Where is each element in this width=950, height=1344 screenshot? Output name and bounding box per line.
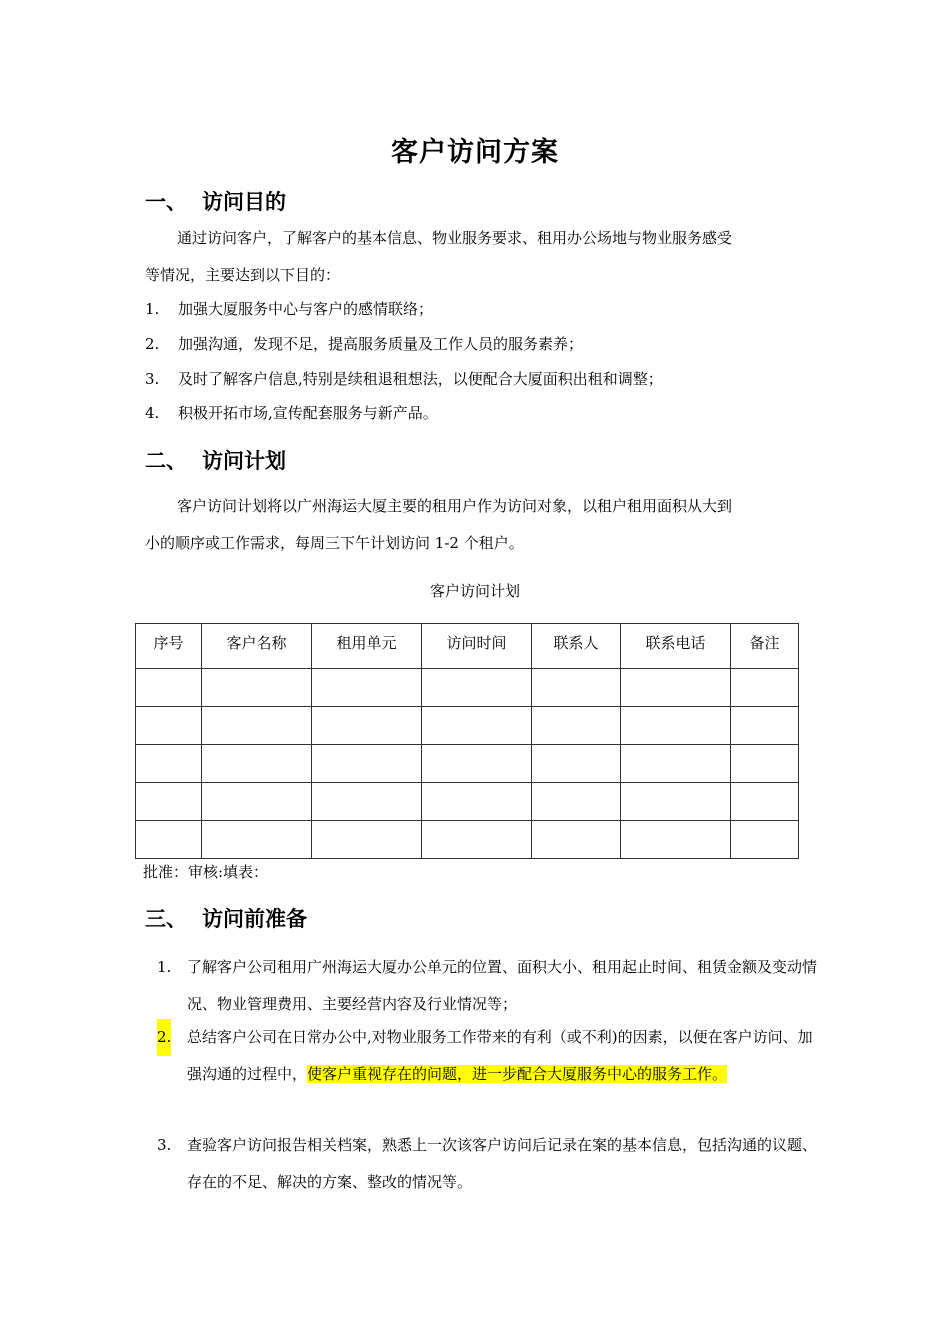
- list-item-highlighted: [157, 1019, 817, 1093]
- approval-line: 批准：审核:填表：: [143, 863, 269, 881]
- table-cell: [136, 745, 202, 783]
- table-cell: [202, 707, 312, 745]
- list-number: 3.: [145, 370, 160, 388]
- list-text: 总结客户公司在日常办公中,对物业服务工作带来的有利（或不利)的因素，以便在客户访问、加强沟通的过程中，: [187, 1028, 813, 1083]
- table-cell: [312, 745, 422, 783]
- list-item: [145, 402, 438, 423]
- visit-plan-table: [135, 623, 799, 859]
- table-cell: [422, 707, 532, 745]
- table-cell: [202, 669, 312, 707]
- intro-line: 通过访问客户，了解客户的基本信息、物业服务要求、租用办公场地与物业服务感受: [177, 229, 733, 247]
- table-cell: [422, 821, 532, 859]
- table-cell: [532, 707, 621, 745]
- table-cell: [422, 669, 532, 707]
- table-cell: [532, 669, 621, 707]
- table-cell: [136, 821, 202, 859]
- list-text: 积极开拓市场,宣传配套服务与新产品。: [178, 404, 438, 422]
- list-text: 了解客户公司租用广州海运大厦办公单元的位置、面积大小、租用起止时间、租赁金额及变动情况、物业管理费用、主要经营内容及行业情况等；: [187, 958, 818, 1013]
- purpose-intro: [145, 220, 810, 294]
- table-cell: [136, 783, 202, 821]
- highlighted-text: 使客户重视存在的问题，进一步配合大厦服务中心的服务工作。: [307, 1065, 728, 1083]
- page-title: 客户访问方案: [391, 137, 559, 168]
- list-text: 加强大厦服务中心与客户的感情联络；: [178, 300, 434, 318]
- column-header: 访问时间: [422, 624, 532, 669]
- table-cell: [422, 783, 532, 821]
- section-number: 一、: [145, 190, 187, 214]
- table-cell: [532, 783, 621, 821]
- column-header: 联系电话: [621, 624, 731, 669]
- list-text: 加强沟通，发现不足，提高服务质量及工作人员的服务素养；: [178, 335, 584, 353]
- list-number: 2.: [157, 1019, 171, 1056]
- table-cell: [621, 783, 731, 821]
- intro-line: 等情况，主要达到以下目的：: [145, 266, 341, 284]
- table-cell: [731, 821, 799, 859]
- table-cell: [312, 707, 422, 745]
- column-header: 序号: [136, 624, 202, 669]
- list-number: 4.: [145, 404, 160, 422]
- table-cell: [621, 745, 731, 783]
- list-item: [157, 1127, 817, 1201]
- section-number: 二、: [145, 449, 187, 473]
- section-title: 访问计划: [202, 449, 286, 473]
- section-heading-plan: [145, 445, 286, 475]
- column-header: 租用单元: [312, 624, 422, 669]
- table-row: [136, 821, 799, 859]
- list-number: 1.: [145, 300, 160, 318]
- table-cell: [621, 707, 731, 745]
- list-item: [157, 949, 817, 1023]
- list-number: 2.: [145, 335, 160, 353]
- table-cell: [621, 669, 731, 707]
- column-header: 备注: [731, 624, 799, 669]
- intro-line: 客户访问计划将以广州海运大厦主要的租用户作为访问对象，以租户租用面积从大到: [177, 497, 733, 515]
- list-number: 1.: [157, 958, 172, 976]
- table-row: [136, 745, 799, 783]
- table-cell: [731, 707, 799, 745]
- column-header: 联系人: [532, 624, 621, 669]
- table-row: [136, 669, 799, 707]
- table-cell: [621, 821, 731, 859]
- table-cell: [202, 783, 312, 821]
- table-caption: 客户访问计划: [429, 582, 520, 600]
- table-cell: [312, 783, 422, 821]
- column-header: 客户名称: [202, 624, 312, 669]
- list-item: [145, 298, 433, 319]
- section-title: 访问前准备: [202, 907, 307, 931]
- table-cell: [731, 783, 799, 821]
- list-text: 查验客户访问报告相关档案，熟悉上一次该客户访问后记录在案的基本信息，包括沟通的议题、存在的不足、解决的方案、整改的情况等。: [187, 1136, 818, 1191]
- table-cell: [202, 821, 312, 859]
- table-row: [136, 783, 799, 821]
- table-row: [136, 707, 799, 745]
- list-item: [145, 368, 663, 389]
- section-number: 三、: [145, 907, 187, 931]
- list-item: [145, 333, 583, 354]
- table-cell: [136, 669, 202, 707]
- table-cell: [532, 821, 621, 859]
- table-cell: [312, 821, 422, 859]
- table-cell: [202, 745, 312, 783]
- table-cell: [312, 669, 422, 707]
- table-cell: [731, 669, 799, 707]
- plan-intro: [145, 488, 810, 562]
- table-cell: [731, 745, 799, 783]
- table-cell: [532, 745, 621, 783]
- section-heading-purpose: [145, 186, 286, 216]
- intro-line: 小的顺序或工作需求，每周三下午计划访问 1-2 个租户。: [145, 534, 524, 552]
- list-number: 3.: [157, 1136, 172, 1154]
- list-text: 及时了解客户信息,特别是续租退租想法，以便配合大厦面积出租和调整；: [178, 370, 663, 388]
- section-title: 访问目的: [202, 190, 286, 214]
- table-cell: [136, 707, 202, 745]
- section-heading-preparation: [145, 903, 307, 933]
- table-cell: [422, 745, 532, 783]
- table-header-row: [136, 624, 799, 669]
